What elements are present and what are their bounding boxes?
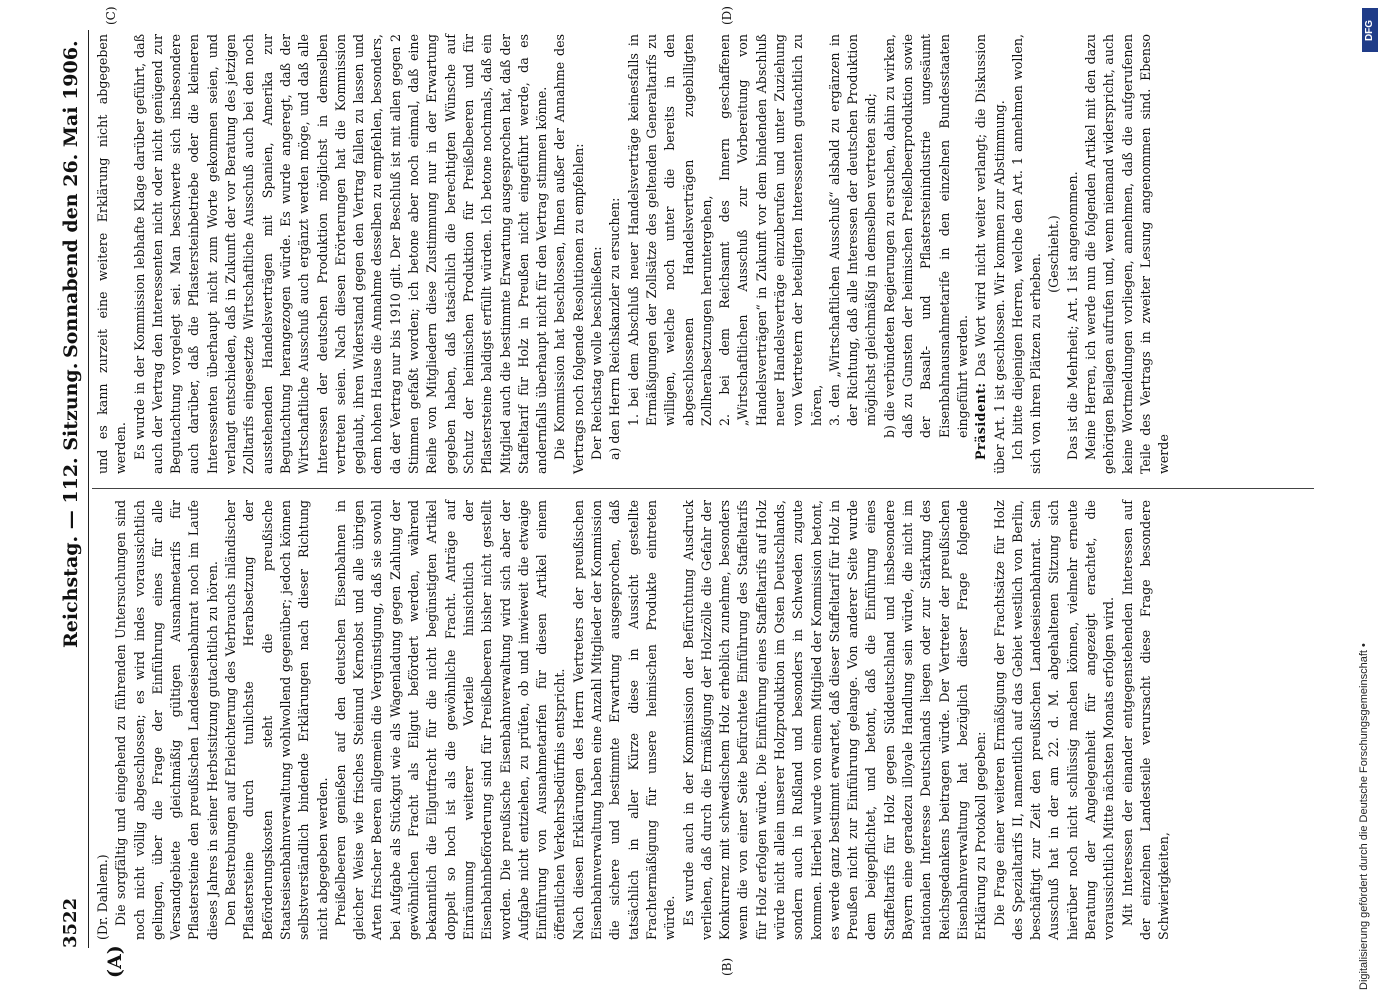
paragraph: und es kann zurzeit eine weitere Erklärung nicht abgegeben werden. bbox=[95, 34, 129, 474]
margin-marker-c: (C) bbox=[104, 6, 118, 25]
paragraph: Die sorgfältig und eingehend zu führenden Untersuchungen sind noch nicht völlig abgeschlossen; es wird indes voraussichtlich gelingen, über die Frage der Einführung eines für alle Versandgebiete gleichmäßig gültigen Ausnahmetarifs für Pflastersteine den preußischen Landeseisenbahnrat noch im Laufe dieses Jahres in seiner Herbstsitzung gutachtlich zu hören. bbox=[113, 500, 220, 940]
margin-marker-b: (B) bbox=[720, 957, 734, 976]
dfg-logo-text: DFG bbox=[1364, 19, 1376, 41]
paragraph: Ich bitte diejenigen Herren, welche den Art. 1 annehmen wollen, sich von ihren Plätzen zu erheben. bbox=[1009, 34, 1044, 474]
margin-marker-d: (D) bbox=[720, 6, 734, 25]
president-text: Das Wort wird nicht weiter verlangt; die Diskussion über Art. 1 ist geschlossen. Wir kommen zur Abstimmung. bbox=[973, 34, 1007, 474]
resolution-b: b) die verbündeten Regierungen zu ersuchen, dahin zu wirken, daß zu Gunsten der heimischen Preißelbeerproduktion sowie der Basalt- und Pflastersteinindustrie ungesäumt Eisenbahnausnahmetarife in den einzelnen Bundesstaaten eingeführt werden. bbox=[881, 33, 970, 438]
paragraph: Mit Interessen der einander entgegenstehenden Interessen auf der einzelnen Landesteile verursacht diese Frage besondere Schwierigkeiten, bbox=[1119, 500, 1172, 940]
resolution-item: 3. den „Wirtschaftlichen Ausschuß“ alsbald zu ergänzen in der Richtung, daß alle Interessen der deutschen Produktion möglichst gleichmäßig in demselben vertreten sind; bbox=[826, 34, 879, 426]
stage-direction: (Geschieht.) bbox=[1046, 215, 1062, 293]
dfg-logo bbox=[1362, 8, 1378, 52]
paragraph: Meine Herren, ich werde nun die folgenden Artikel mit den dazu gehörigen Beilagen aufrufen und, wenn niemand widerspricht, auch keine Wortmeldungen vorliegen, annehmen, daß die aufgerufenen Teile des Vertrags in zweiter Lesung angenommen sind. Ebenso werde bbox=[1083, 34, 1172, 474]
header-right-title: Sonnabend den 26. Mai 1906. bbox=[60, 40, 82, 358]
paragraph: Den Bestrebungen auf Erleichterung des Verbrauchs inländischer Pflastersteine durch tunlichste Herabsetzung der Beförderungskosten steht die preußische Staatseisenbahnverwaltung wohlwollend gegenüber; jedoch können selbstverständlich bindende Erklärungen nach dieser Richtung nicht abgegeben werden. bbox=[223, 500, 330, 940]
paragraph: Es wurde auch in der Kommission der Befürchtung Ausdruck verliehen, daß durch die Ermäßigung der Holzzölle die Gefahr der Konkurrenz mit schwedischem Holz erheblich zunehme, besonders wenn die von einer Seite befürchtete Einführung des Staffeltarifs für Holz erfolgen würde. Die Einführung eines Staffeltarifs auf Holz würde nicht allein unserer Holzproduktion im Osten Deutschlands, sondern auch in Rußland und besonders in Schweden zugute kommen. Hierbei wurde von einem Mitglied der Kommission betont, es werde ganz bestimmt erwartet, daß dieser Staffeltarif für Holz in Preußen nicht zur Einführung gelange. Von anderer Seite wurde dem beigepflichtet, und betont, daß die Einführung eines Staffeltarifs für Holz gegen Süddeutschland und insbesondere Bayern eine geradezu illoyale Handlung sein würde, die nicht im nationalen Interesse Deutschlands liegen oder zur Stärkung des Reichsgedankens beitragen würde. Der Vertreter der preußischen Eisenbahnverwaltung hat bezüglich dieser Frage folgende Erklärung zu Protokoll gegeben: bbox=[680, 500, 989, 940]
resolution-a: a) den Herrn Reichskanzler zu ersuchen: bbox=[607, 197, 623, 460]
paragraph: Das ist die Mehrheit; Art. 1 ist angenommen. bbox=[1064, 171, 1080, 460]
header-left-title: Reichstag. — 112. Sitzung. bbox=[60, 362, 82, 648]
resolution-intro: Der Reichstag wolle beschließen: bbox=[589, 246, 605, 460]
paragraph: Die Frage einer weiteren Ermäßigung der Frachtsätze für Holz des Spezialtarifs II, namentlich auf das Gebiet westlich von Berlin, beschäftigt zur Zeit den preußischen Landeseisenbahnrat. Sein Ausschuß hat in der am 22. d. M. abgehaltenen Sitzung sich hierüber noch nicht schlüssig machen können, vielmehr erneute Beratung der Angelegenheit für angezeigt erachtet, die voraussichtlich Mitte nächsten Monats erfolgen wird. bbox=[991, 500, 1117, 940]
resolution-item: 2. bei dem Reichsamt des Innern geschaffenen „Wirtschaftlichen Ausschuß zur Vorbereitung von Handelsverträgen“ in Zukunft vor dem bindenden Abschluß neuer Handelsverträge einzuberufen und unter Zuziehung von Vertretern der beteiligten Interessenten gutachtlich zu hören, bbox=[717, 34, 824, 426]
left-column bbox=[94, 500, 1174, 940]
digitization-note-text: Digitalisierung gefördert durch die Deutsche Forschungsgemeinschaft • bbox=[1358, 643, 1370, 990]
paragraph: Es wurde in der Kommission lebhafte Klage darüber geführt, daß auch der Vertrag den Interessenten nicht oder nicht genügend zur Begutachtung vorgelegt sei. Man beschwerte sich insbesondere auch darüber, daß die Pflastersteinbetriebe oder die kleineren Interessenten überhaupt nicht zum Worte gekommen seien, und verlangt entschieden, daß in Zukunft der vor Beratung des jetzigen Zolltarifs eingesetzte Wirtschaftliche Ausschuß auch bei den noch ausstehenden Handelsverträgen mit Spanien, Amerika zur Begutachtung herangezogen würde. Es wurde angeregt, daß der Wirtschaftliche Ausschuß auch ergänzt werden möge, und daß alle Interessen der deutschen Produktion möglichst in demselben vertreten seien. Nach diesen Erörterungen hat die Kommission geglaubt, ihren Widerstand gegen den Vertrag fallen zu lassen und dem hohen Hause die Annahme desselben zu empfehlen, besonders, da der Vertrag nur bis 1910 gilt. Der Beschluß ist mit allen gegen 2 Stimmen gefaßt worden; ich betone aber noch einmal, daß eine Reihe von Mitgliedern diese Zustimmung nur in der Erwartung gegeben haben, daß tatsächlich die berechtigten Wünsche auf Schutz der heimischen Produktion für Preißelbeeren und für Pflastersteine baldigst erfüllt würden. Ich betone nochmals, daß ein Mitglied auch die bestimmte Erwartung ausgesprochen hat, daß der Staffeltarif für Holz in Preußen nicht eingeführt werde, da es andernfalls überhaupt nicht für den Vertrag stimmen könne. bbox=[131, 34, 550, 474]
resolution-items bbox=[625, 34, 881, 448]
resolution-list bbox=[606, 34, 972, 460]
president-statement bbox=[972, 34, 1009, 474]
page-number: 3522 bbox=[60, 897, 81, 948]
paragraph: Preißelbeeren genießen auf den deutschen Eisenbahnen in gleicher Weise wie frisches Steinund Kernobst und alle übrigen Arten frischer Beeren allgemein die Vergünstigung, daß sie sowohl bei Aufgabe als Stückgut wie als Wagenladung gegen Zahlung der gewöhnlichen Fracht als Eilgut befördert werden, während bekanntlich die Eilgutfracht für die nicht begünstigten Artikel doppelt so hoch ist als die gewöhnliche Fracht. Anträge auf Einräumung weiterer Vorteile hinsichtlich der Eisenbahnbeförderung sind für Preißelbeeren bisher nicht gestellt worden. Die preußische Eisenbahnverwaltung wird sich aber der Aufgabe nicht entziehen, zu prüfen, ob und inwieweit die etwaige Einführung von Ausnahmetarifen für diesen Artikel einem öffentlichen Verkehrsbedürfnis entspricht. bbox=[332, 500, 568, 940]
right-column bbox=[94, 34, 1174, 474]
president-label: Präsident: bbox=[973, 382, 989, 460]
margin-marker-a: (A) bbox=[104, 945, 126, 978]
header-rule bbox=[88, 30, 89, 948]
column-divider bbox=[92, 488, 1314, 489]
digitization-note bbox=[1358, 10, 1380, 1000]
paragraph: Nach diesen Erklärungen des Herrn Vertreters der preußischen Eisenbahnverwaltung haben eine Anzahl Mitglieder der Kommission die sichere und bestimmte Erwartung ausgesprochen, daß tatsächlich in aller Kürze diese in Aussicht gestellte Frachtermäßigung für unsere heimischen Produkte eintreten würde. bbox=[570, 500, 678, 940]
page-header bbox=[52, 30, 86, 948]
paragraph: Die Kommission hat beschlossen, Ihnen außer der Annahme des Vertrags noch folgende Resolutionen zu empfehlen: bbox=[552, 34, 586, 474]
resolution-item: 1. bei dem Abschluß neuer Handelsverträge keinesfalls in Ermäßigungen der Zollsätze des geltenden Generaltarifs zu willigen, welche noch unter die bereits in den abgeschlossenen Handelsverträgen zugebilligten Zollherabsetzungen heruntergehen, bbox=[625, 34, 714, 426]
speaker-reference: (Dr. Dahlem.) bbox=[95, 854, 110, 940]
